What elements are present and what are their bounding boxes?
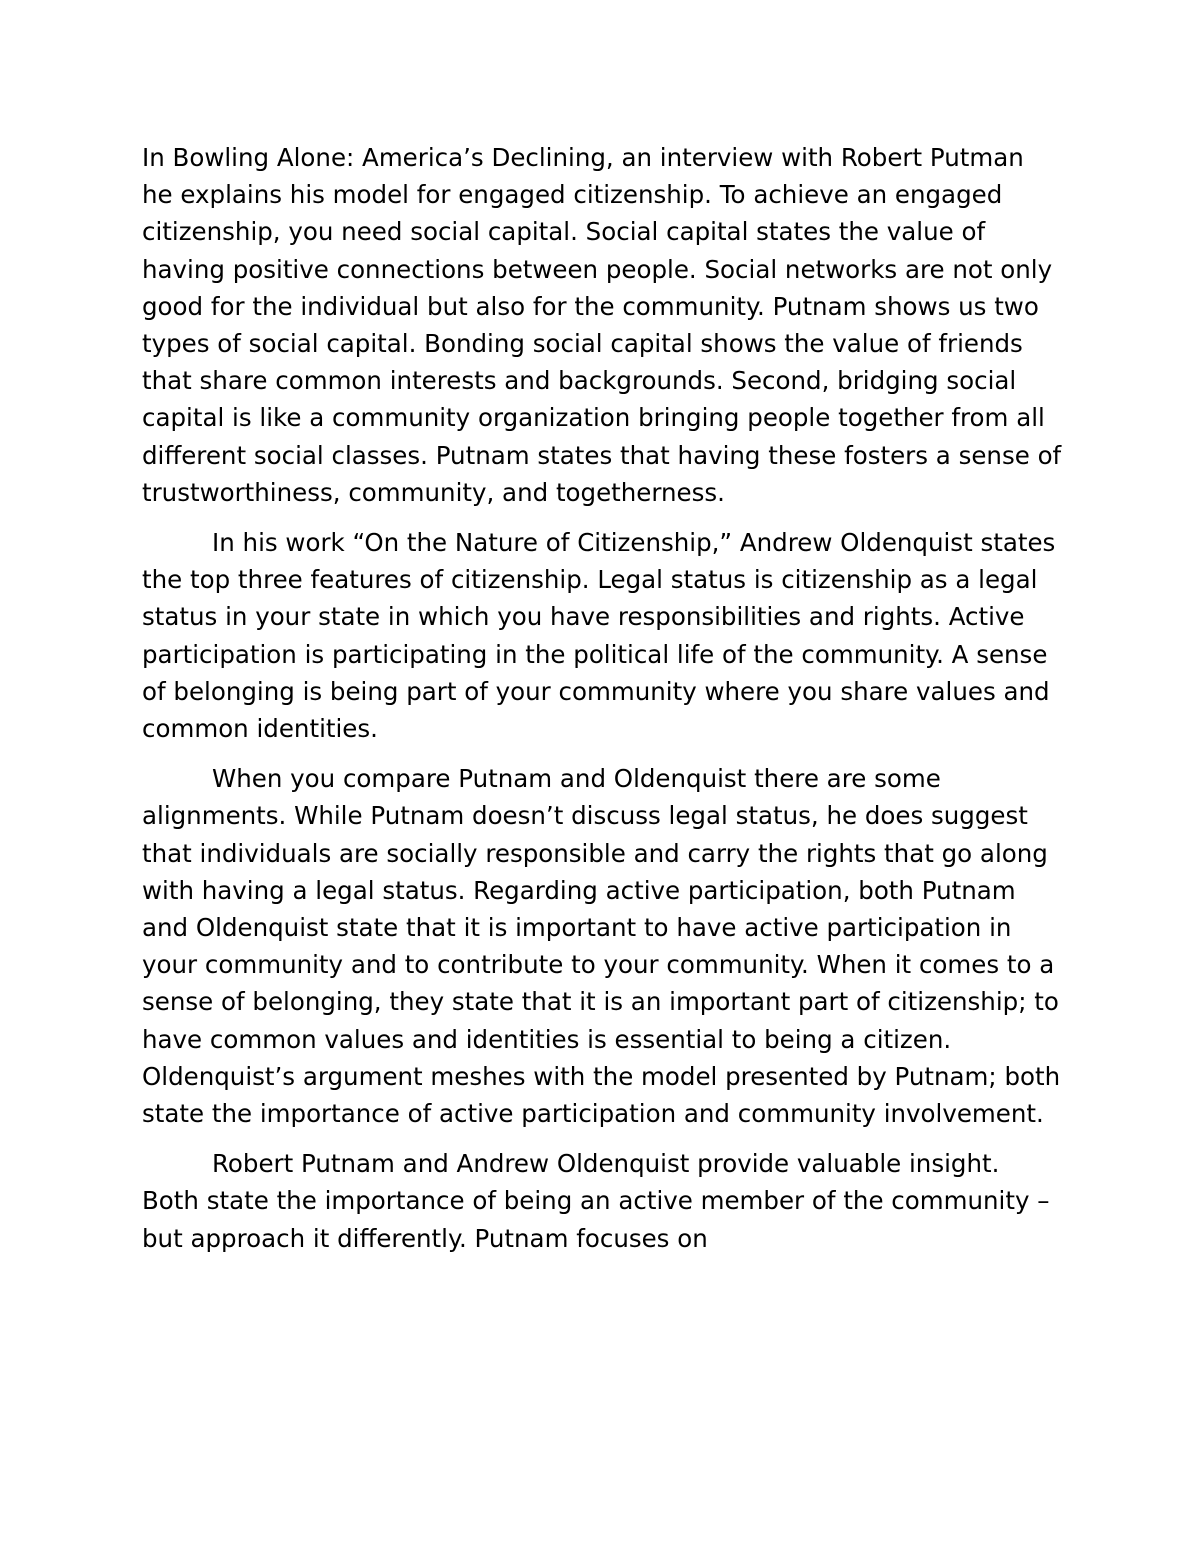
paragraph-putnam-model: In Bowling Alone: America’s Declining, an interview with Robert Putman he explains his model for engaged citizenship. To achieve an engaged citizenship, you need social capital. Social capital states the value of having positive connections between people. Social networks are not only good for the individual but also for the community. Putnam shows us two types of social capital. Bonding social capital shows the value of friends that share common interests and backgrounds. Second, bridging social capital is like a community organization bringing people together from all different social classes. Putnam states that having these fosters a sense of trustworthiness, community, and togetherness. bbox=[142, 143, 1062, 507]
paragraph-conclusion: Robert Putnam and Andrew Oldenquist provide valuable insight. Both state the importance of being an active member of the community – but approach it differently. Putnam focuses on bbox=[142, 1149, 1050, 1253]
paragraph-comparison: When you compare Putnam and Oldenquist there are some alignments. While Putnam doesn’t discuss legal status, he does suggest that individuals are socially responsible and carry the rights that go along with having a legal status. Regarding active participation, both Putnam and Oldenquist state that it is important to have active participation in your community and to contribute to your community. When it comes to a sense of belonging, they state that it is an important part of citizenship; to have common values and identities is essential to being a citizen. Oldenquist’s argument meshes with the model presented by Putnam; both state the importance of active participation and community involvement. bbox=[142, 764, 1061, 1129]
document-body bbox=[142, 139, 1062, 1270]
paragraph-oldenquist-features: In his work “On the Nature of Citizenship,” Andrew Oldenquist states the top three features of citizenship. Legal status is citizenship as a legal status in your state in which you have responsibilities and rights. Active participation is participating in the political life of the community. A sense of belonging is being part of your community where you share values and common identities. bbox=[142, 528, 1056, 744]
